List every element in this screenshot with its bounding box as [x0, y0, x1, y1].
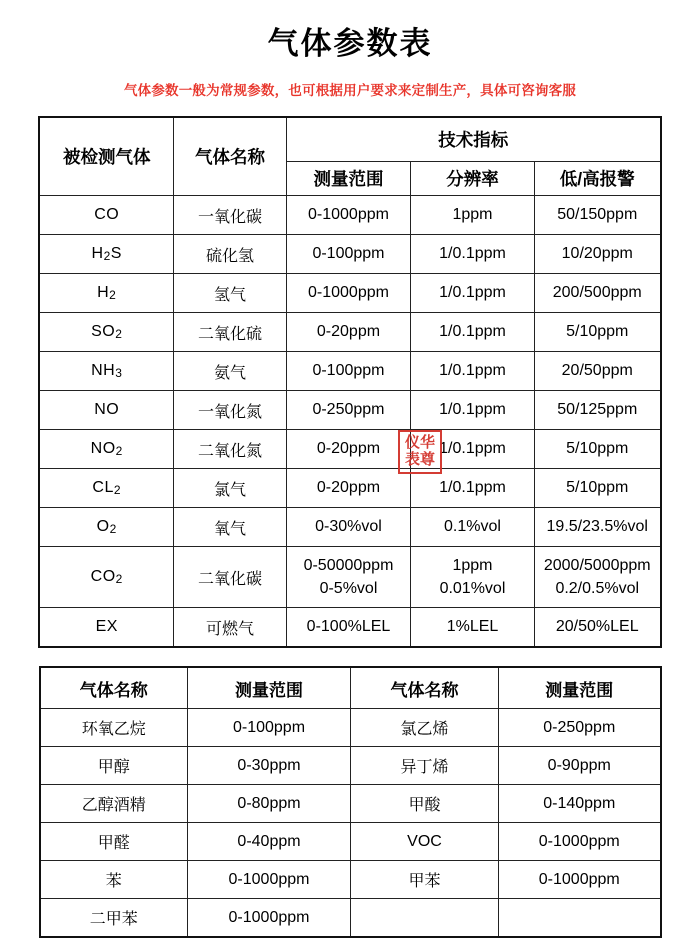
table-row — [40, 899, 661, 938]
table-row — [39, 196, 660, 235]
cell-gas-name-left: 苯 — [40, 861, 188, 899]
cell-gas-symbol: $CL_2$ — [39, 469, 173, 508]
cell-gas-name-right: 甲苯 — [351, 861, 499, 899]
watermark-line-1: 仪华 — [404, 435, 435, 451]
cell-range: 0-20ppm — [286, 430, 410, 469]
cell-range: 0-100ppm — [286, 352, 410, 391]
header-gas-name-left: 气体名称 — [40, 667, 188, 709]
cell-alarm: 200/500ppm — [534, 274, 660, 313]
table-row — [39, 547, 660, 608]
cell-gas-name: 氢气 — [173, 274, 286, 313]
additional-gas-table-body — [40, 709, 661, 938]
page-title: 气体参数表 — [267, 26, 433, 61]
cell-gas-symbol: $CO_2$ — [39, 547, 173, 608]
cell-range: 0-1000ppm — [286, 274, 410, 313]
cell-range: 0-50000ppm 0-5%vol — [286, 547, 410, 608]
cell-gas-symbol: $O_2$ — [39, 508, 173, 547]
header-alarm: 低/高报警 — [534, 162, 660, 196]
table-row — [39, 430, 660, 469]
cell-alarm: 50/150ppm — [534, 196, 660, 235]
header-resolution: 分辨率 — [410, 162, 534, 196]
cell-alarm: 20/50ppm — [534, 352, 660, 391]
cell-range: 0-1000ppm — [286, 196, 410, 235]
header-gas-name-right: 气体名称 — [351, 667, 499, 709]
cell-resolution: 1/0.1ppm — [410, 235, 534, 274]
cell-alarm: 5/10ppm — [534, 430, 660, 469]
cell-gas-symbol: EX — [39, 608, 173, 648]
cell-alarm: 2000/5000ppm 0.2/0.5%vol — [534, 547, 660, 608]
table-row — [39, 608, 660, 648]
gas-spec-table — [38, 116, 661, 648]
cell-resolution: 1/0.1ppm — [410, 391, 534, 430]
cell-range-right: 0-1000ppm — [499, 823, 661, 861]
header-tech-spec: 技术指标 — [286, 117, 660, 162]
cell-resolution: 0.1%vol — [410, 508, 534, 547]
cell-gas-symbol: CO — [39, 196, 173, 235]
cell-range: 0-100ppm — [286, 235, 410, 274]
table-row — [40, 785, 661, 823]
cell-alarm: 5/10ppm — [534, 313, 660, 352]
cell-range: 0-100%LEL — [286, 608, 410, 648]
cell-range: 0-20ppm — [286, 469, 410, 508]
cell-gas-name-left: 乙醇酒精 — [40, 785, 188, 823]
cell-gas-name: 一氧化碳 — [173, 196, 286, 235]
cell-gas-name-left: 甲醛 — [40, 823, 188, 861]
cell-gas-name: 二氧化碳 — [173, 547, 286, 608]
cell-gas-name-left: 甲醇 — [40, 747, 188, 785]
table-row — [39, 508, 660, 547]
cell-range-left: 0-100ppm — [188, 709, 351, 747]
cell-gas-symbol: $NO_2$ — [39, 430, 173, 469]
table-row — [40, 823, 661, 861]
cell-gas-symbol: $H_2$ — [39, 274, 173, 313]
cell-resolution: 1/0.1ppm — [410, 274, 534, 313]
additional-gas-table — [39, 666, 662, 938]
cell-resolution: 1%LEL — [410, 608, 534, 648]
cell-resolution: 1ppm — [410, 196, 534, 235]
header-gas-name: 气体名称 — [173, 117, 286, 196]
cell-range: 0-250ppm — [286, 391, 410, 430]
cell-gas-name-right — [351, 899, 499, 938]
cell-alarm: 50/125ppm — [534, 391, 660, 430]
cell-range-left: 0-30ppm — [188, 747, 351, 785]
cell-gas-name-right: 氯乙烯 — [351, 709, 499, 747]
cell-gas-name: 氯气 — [173, 469, 286, 508]
cell-gas-name: 氧气 — [173, 508, 286, 547]
table-row — [40, 747, 661, 785]
table-row — [40, 861, 661, 899]
cell-range-right — [499, 899, 661, 938]
table-row — [40, 709, 661, 747]
cell-range-left: 0-40ppm — [188, 823, 351, 861]
cell-alarm: 19.5/23.5%vol — [534, 508, 660, 547]
header-range-left: 测量范围 — [188, 667, 351, 709]
cell-range-right: 0-140ppm — [499, 785, 661, 823]
table-header-row — [40, 667, 661, 709]
page-subtitle: 气体参数一般为常规参数，也可根据用户要求来定制生产，具体可咨询客服 — [123, 83, 577, 98]
cell-range: 0-30%vol — [286, 508, 410, 547]
gas-spec-table-body — [39, 196, 660, 648]
cell-range-left: 0-80ppm — [188, 785, 351, 823]
cell-resolution: 1ppm 0.01%vol — [410, 547, 534, 608]
cell-resolution: 1/0.1ppm — [410, 430, 534, 469]
table-row — [39, 274, 660, 313]
cell-range-right: 0-1000ppm — [499, 861, 661, 899]
cell-range-right: 0-250ppm — [499, 709, 661, 747]
cell-alarm: 20/50%LEL — [534, 608, 660, 648]
table-row — [39, 391, 660, 430]
cell-gas-symbol: $NH_3$ — [39, 352, 173, 391]
cell-resolution: 1/0.1ppm — [410, 352, 534, 391]
cell-gas-name: 一氧化氮 — [173, 391, 286, 430]
cell-range-left: 0-1000ppm — [188, 861, 351, 899]
cell-alarm: 5/10ppm — [534, 469, 660, 508]
header-range: 测量范围 — [286, 162, 410, 196]
cell-gas-name: 氨气 — [173, 352, 286, 391]
gas-parameter-sheet — [0, 18, 700, 928]
header-range-right: 测量范围 — [499, 667, 661, 709]
cell-range: 0-20ppm — [286, 313, 410, 352]
cell-gas-name: 二氧化硫 — [173, 313, 286, 352]
cell-gas-name-left: 环氧乙烷 — [40, 709, 188, 747]
cell-gas-symbol: $H_2S$ — [39, 235, 173, 274]
cell-range-left: 0-1000ppm — [188, 899, 351, 938]
cell-gas-name-right: 甲酸 — [351, 785, 499, 823]
cell-range-right: 0-90ppm — [499, 747, 661, 785]
cell-gas-symbol: $SO_2$ — [39, 313, 173, 352]
cell-gas-name-right: VOC — [351, 823, 499, 861]
table-row — [39, 352, 660, 391]
cell-resolution: 1/0.1ppm — [410, 313, 534, 352]
cell-resolution: 1/0.1ppm — [410, 469, 534, 508]
cell-gas-symbol: NO — [39, 391, 173, 430]
table-row — [39, 469, 660, 508]
cell-gas-name: 二氧化氮 — [173, 430, 286, 469]
table-row — [39, 235, 660, 274]
header-gas-detected: 被检测气体 — [39, 117, 173, 196]
cell-gas-name: 可燃气 — [173, 608, 286, 648]
cell-gas-name-right: 异丁烯 — [351, 747, 499, 785]
cell-alarm: 10/20ppm — [534, 235, 660, 274]
table-header-row-1 — [39, 117, 660, 162]
cell-gas-name: 硫化氢 — [173, 235, 286, 274]
cell-gas-name-left: 二甲苯 — [40, 899, 188, 938]
table-row — [39, 313, 660, 352]
watermark-line-2: 表尊 — [404, 452, 435, 468]
